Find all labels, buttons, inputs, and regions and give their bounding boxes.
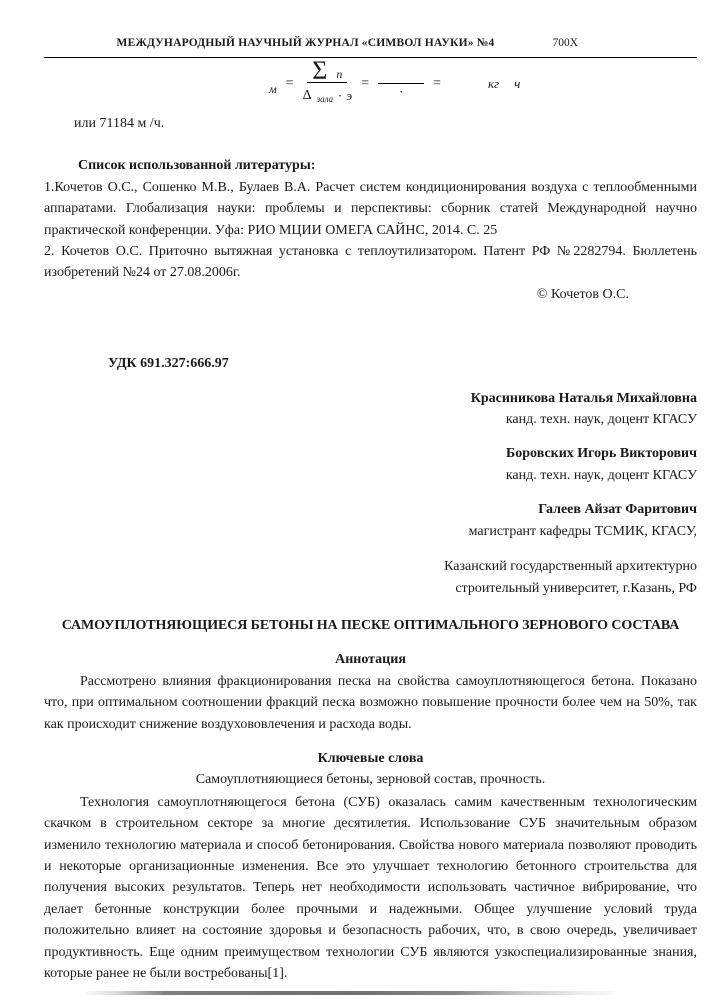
flow-rate-line: или 71184 м /ч. <box>74 116 165 131</box>
formula-fraction-empty <box>378 72 424 97</box>
page-reference: 700X <box>552 37 578 49</box>
udc-code: УДК 691.327:666.97 <box>108 356 229 372</box>
numerator-variable: п <box>336 67 343 82</box>
author-role: магистрант кафедры ТСМИК, КГАСУ, <box>468 523 697 539</box>
keywords-heading: Ключевые слова <box>317 750 424 766</box>
delta-subscript: зала <box>316 94 334 105</box>
equals-sign: = <box>361 76 370 92</box>
delta-symbol: Δ <box>302 88 312 104</box>
empty-numerator <box>378 72 424 84</box>
denominator-variable: э <box>346 88 353 104</box>
author-entry <box>44 388 697 431</box>
keywords-text: Самоуплотняющиеся бетоны, зерновой состав, прочность. <box>195 772 546 788</box>
journal-header <box>44 36 697 58</box>
author-entry <box>44 443 697 486</box>
equals-sign: = <box>285 76 294 92</box>
reference-item-2: 2. Кочетов О.С. Приточно вытяжная установка с теплоутилизатором. Патент РФ №2282794. Бюллетень изобретений №24 от 27.08.2006г. <box>44 244 697 281</box>
empty-fraction-dot: · <box>399 83 403 99</box>
journal-title: МЕЖДУНАРОДНЫЙ НАУЧНЫЙ ЖУРНАЛ «СИМВОЛ НАУКИ» №4 <box>116 37 495 49</box>
abstract-heading: Аннотация <box>335 652 406 668</box>
equals-sign: = <box>433 76 441 92</box>
multiplication-dot: · <box>338 88 342 104</box>
author-name: Галеев Айзат Фаритович <box>538 502 697 518</box>
university-line: Казанский государственный архитектурно <box>444 559 697 575</box>
article-body-paragraph: Технология самоуплотняющегося бетона (СУБ) оказалась самим качественным технологическим скачком в строительном секторе за многие десятилетия. Использование СУБ значительным образом изменило технологию материала и способ бетонирования. Свойства нового материала позволяют проводить и некоторые организационные изменения. Все это улучшает технологию бетонного строительства для получения высоких результатов. Теперь нет необходимости использовать частичное вибрирование, что делает бетонные конструкции более прочными и надежными. Общее улучшение условий труда положительно влияет на состояние здоровья и безопасность рабочих, что, в свою очередь, увеличивает продуктивность. Еще одним преимуществом технологии СУБ являются узкоспециализированные знания, которые ранее не были востребованы[1]. <box>44 794 697 981</box>
formula-fraction-main <box>302 56 353 106</box>
sigma-sum-symbol: Σ <box>312 56 328 86</box>
unit-hour: ч <box>514 76 521 92</box>
author-entry <box>44 499 697 542</box>
copyright-line: © Кочетов О.С. <box>536 286 629 302</box>
abstract-text: Рассмотрено влияния фракционирования песка на свойства самоуплотняющегося бетона. Показано что, при оптимальном соотношении фракций песка возможно повышение прочности более чем на 50%, так как происходит снижение воздухововлечения и расхода воды. <box>44 673 697 732</box>
page-bottom-shadow <box>85 991 615 995</box>
author-name: Боровских Игорь Викторович <box>506 446 697 462</box>
authors-block <box>44 388 697 599</box>
author-role: канд. техн. наук, доцент КГАСУ <box>505 467 697 483</box>
reference-item-1: 1.Кочетов О.С., Сошенко М.В., Булаев В.А. Расчет систем кондиционирования воздуха с теплообменными аппаратами. Глобализация науки: проблемы и перспективы: сборник статей Международной научно практической конференции. Уфа: РИО МЦИИ ОМЕГА САЙНС, 2014. С. 25 <box>44 179 697 238</box>
formula-units <box>488 73 520 94</box>
mass-flow-formula <box>44 56 697 108</box>
unit-kg: кг <box>487 76 500 92</box>
university-line: строительный университет, г.Казань, РФ <box>455 580 697 596</box>
article-title: САМОУПЛОТНЯЮЩИЕСЯ БЕТОНЫ НА ПЕСКЕ ОПТИМАЛЬНОГО ЗЕРНОВОГО СОСТАВА <box>61 617 680 633</box>
author-role: канд. техн. наук, доцент КГАСУ <box>505 412 697 428</box>
references-heading: Список использованной литературы: <box>78 158 316 174</box>
formula-lhs-subscript: м <box>269 82 277 97</box>
university-affiliation <box>44 556 697 599</box>
author-name: Красиникова Наталья Михайловна <box>470 390 697 406</box>
